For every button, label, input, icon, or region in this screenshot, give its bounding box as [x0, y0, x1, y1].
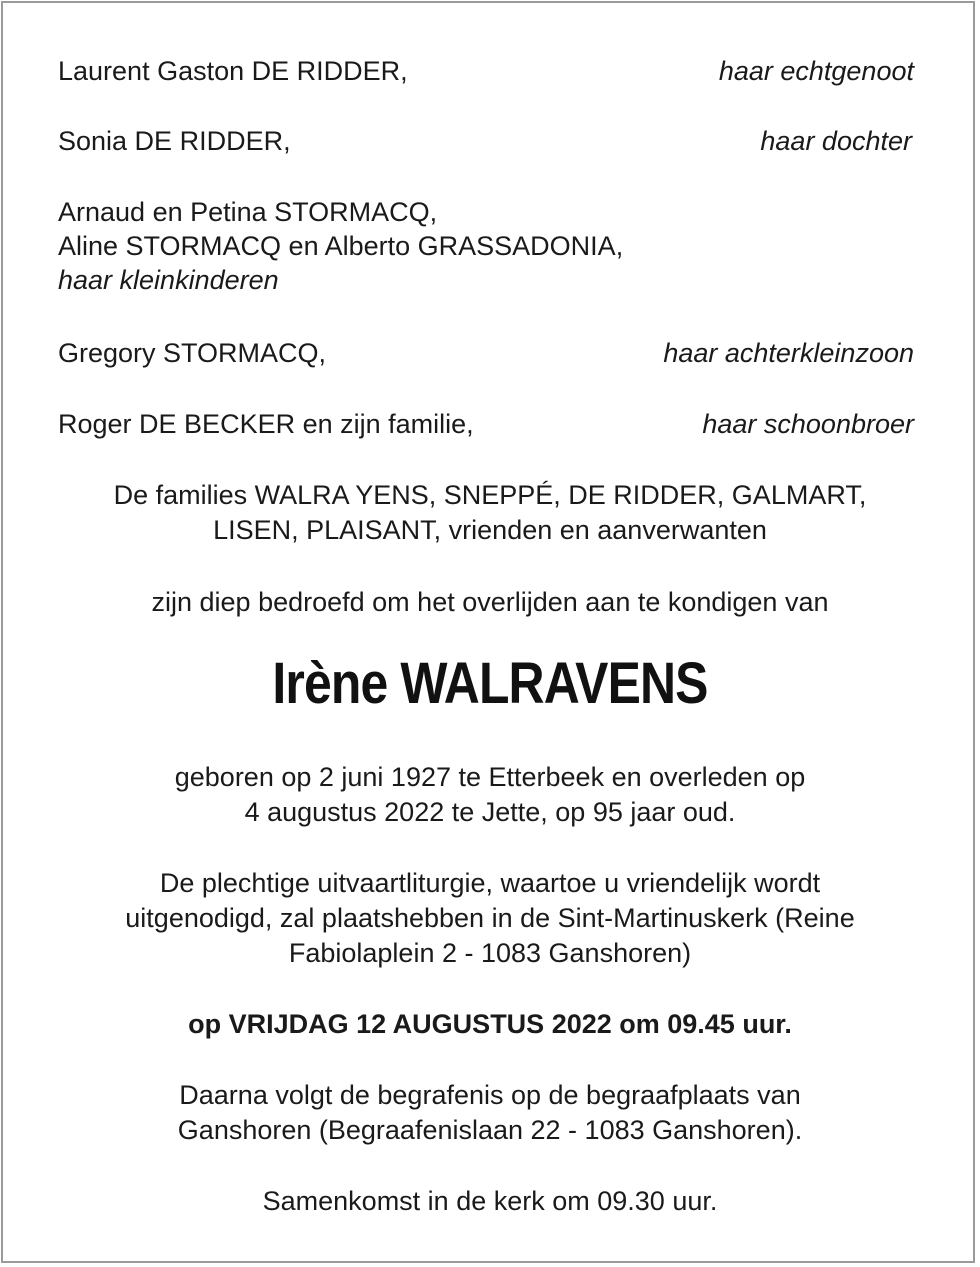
birth-line: geboren op 2 juni 1927 te Etterbeek en overleden op — [174, 762, 806, 792]
liturgy-line: Fabiolaplein 2 - 1083 Ganshoren) — [288, 938, 692, 968]
family-name: Gregory STORMACQ, — [58, 338, 327, 368]
families-line: LISEN, PLAISANT, vrienden en aanverwanten — [213, 515, 767, 545]
birth-line: 4 augustus 2022 te Jette, op 95 jaar oud. — [244, 797, 736, 827]
deceased-name: Irène WALRAVENS — [272, 651, 708, 716]
family-row-husband — [58, 54, 914, 88]
burial-line: Ganshoren (Begraafenislaan 22 - 1083 Ganshoren). — [177, 1115, 803, 1145]
family-name: Sonia DE RIDDER, — [58, 126, 291, 156]
family-row-great-grandson — [58, 336, 914, 370]
grandchildren-role: haar kleinkinderen — [58, 265, 279, 295]
family-role: haar echtgenoot — [718, 56, 914, 86]
family-row-brother-in-law — [58, 407, 914, 441]
grandchildren-line: Aline STORMACQ en Alberto GRASSADONIA, — [58, 231, 624, 261]
liturgy-line: De plechtige uitvaartliturgie, waartoe u vriendelijk wordt — [159, 868, 821, 898]
burial-block — [0, 1078, 980, 1148]
grandchildren-block — [58, 195, 918, 297]
family-row-daughter — [58, 124, 912, 158]
burial-line: Daarna volgt de begrafenis op de begraafplaats van — [179, 1080, 801, 1110]
family-name: Laurent Gaston DE RIDDER, — [58, 56, 408, 86]
liturgy-line: uitgenodigd, zal plaatshebben in de Sint-Martinuskerk (Reine — [125, 903, 855, 933]
notice-border — [1, 1, 975, 1263]
gathering-text — [0, 1184, 980, 1219]
ceremony-date-line: op VRIJDAG 12 AUGUSTUS 2022 om 09.45 uur. — [188, 1009, 792, 1039]
grandchildren-line: Arnaud en Petina STORMACQ, — [58, 197, 438, 227]
family-role: haar schoonbroer — [702, 409, 914, 439]
families-block — [0, 478, 980, 548]
birth-block — [0, 760, 980, 830]
family-name: Roger DE BECKER en zijn familie, — [58, 409, 474, 439]
families-line: De families WALRA YENS, SNEPPÉ, DE RIDDER, GALMART, — [113, 480, 867, 510]
announcement-text — [0, 585, 980, 620]
gathering-line: Samenkomst in de kerk om 09.30 uur. — [262, 1186, 718, 1216]
ceremony-date — [0, 1007, 980, 1042]
family-role: haar dochter — [760, 126, 912, 156]
family-role: haar achterkleinzoon — [663, 338, 914, 368]
announcement-line: zijn diep bedroefd om het overlijden aan te kondigen van — [151, 587, 829, 617]
liturgy-block — [0, 866, 980, 971]
